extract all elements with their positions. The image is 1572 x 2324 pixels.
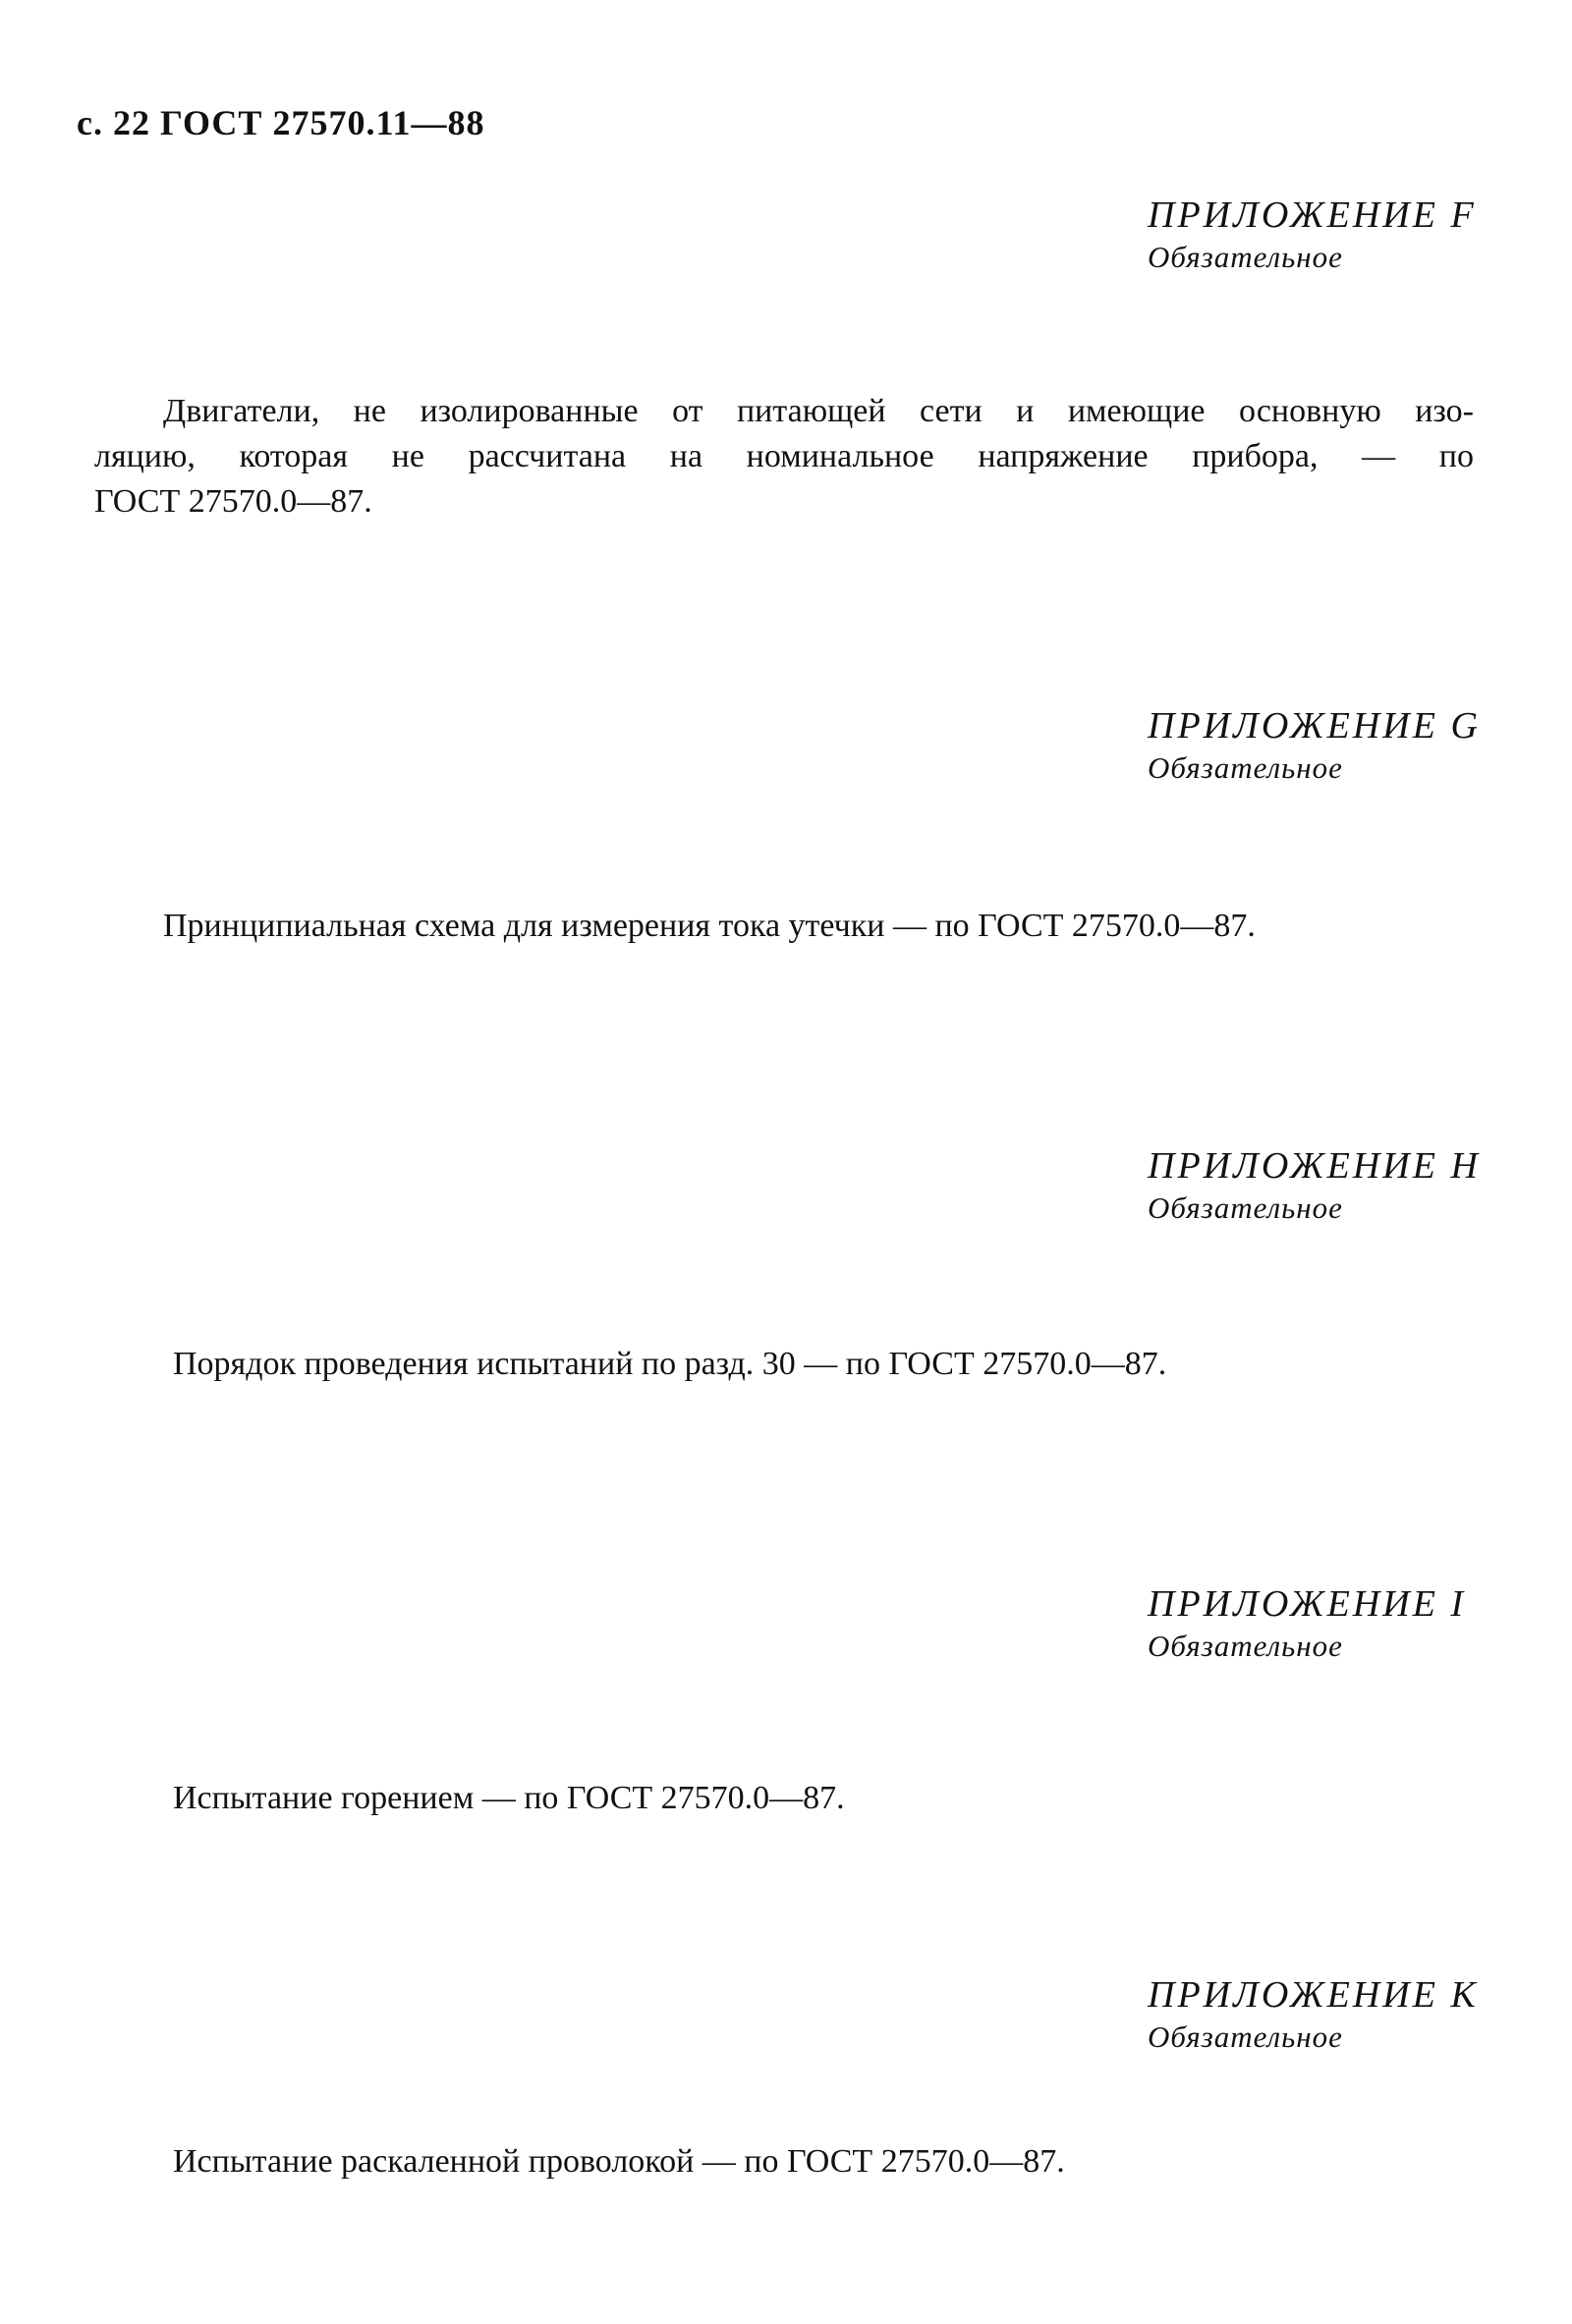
appendix-h-status: Обязательное — [1148, 1190, 1343, 1225]
appendix-h-heading — [1148, 1143, 1541, 1228]
appendix-i-status: Обязательное — [1148, 1629, 1343, 1663]
appendix-g-heading — [1148, 703, 1541, 788]
appendix-k-text: Испытание раскаленной проволокой — по ГОСТ 27570.0—87. — [173, 2143, 1065, 2180]
appendix-f-line-2: ляцию, которая не рассчитана на номинальное напряжение прибора, — по — [94, 438, 1474, 474]
appendix-i-heading — [1148, 1581, 1541, 1666]
page-header: с. 22 ГОСТ 27570.11—88 — [77, 103, 485, 142]
appendix-i-text: Испытание горением — по ГОСТ 27570.0—87. — [173, 1780, 845, 1816]
appendix-k-heading — [1148, 1972, 1541, 2057]
appendix-k-title: ПРИЛОЖЕНИЕ K — [1148, 1974, 1479, 2016]
appendix-f-text — [94, 389, 1474, 525]
appendix-g-text: Принципиальная схема для измерения тока утечки — по ГОСТ 27570.0—87. — [163, 908, 1256, 944]
appendix-f-heading — [1148, 193, 1541, 277]
appendix-h-text: Порядок проведения испытаний по разд. 30 — по ГОСТ 27570.0—87. — [173, 1346, 1167, 1382]
appendix-g-status: Обязательное — [1148, 750, 1343, 785]
appendix-f-line-1: Двигатели, не изолированные от питающей сети и имеющие основную изо- — [163, 393, 1474, 429]
appendix-i-title: ПРИЛОЖЕНИЕ I — [1148, 1583, 1467, 1625]
appendix-f-title: ПРИЛОЖЕНИЕ F — [1148, 194, 1477, 236]
appendix-g-title: ПРИЛОЖЕНИЕ G — [1148, 705, 1481, 747]
appendix-h-title: ПРИЛОЖЕНИЕ H — [1148, 1145, 1481, 1187]
appendix-f-line-3: ГОСТ 27570.0—87. — [94, 483, 372, 520]
appendix-f-status: Обязательное — [1148, 240, 1343, 274]
appendix-k-status: Обязательное — [1148, 2020, 1343, 2054]
